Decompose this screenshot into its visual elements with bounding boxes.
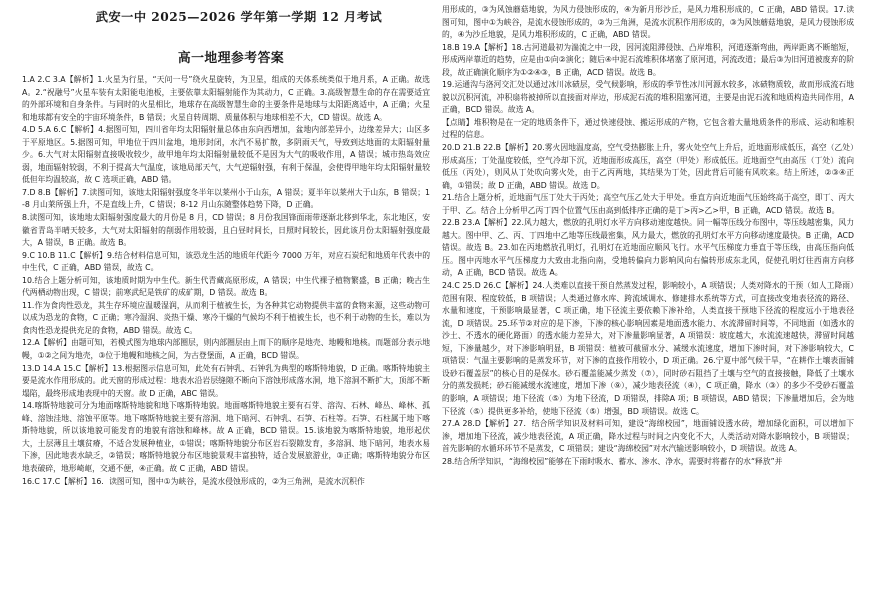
answer-paragraph: 13.D 14.A 15.C【解析】13.根据图示信息可知，此处有石钟乳、石钟乳为典型的喀斯特地貌，D 正确。喀斯特地貌主要是流水作用形成的。此天窗的形成过程：地表水沿岩层缝隙不断向下溶蚀形成落水洞，地下溶洞不断扩大，顶部不断塌陷，最终形成地表现中的天窗。故 D 正确，ABC 错误。 — [22, 363, 430, 398]
answer-paragraph: 16.C 17.C【解析】16．读图可知，图中①为峡谷，是流水侵蚀形成的，②为三角洲，是流水沉积作 — [22, 476, 365, 486]
right-column — [442, 4, 854, 614]
answer-paragraph: 11.作为食肉性恐龙，其生存环境应温暖湿润，从而利于植被生长，为各种其它动物提供丰富的食物来源，这些动物可以成为恐龙的食物，C 正确；寒冷湿润、炎热干燥、寒冷干燥的气候均不利于植被生长，也不利于动物的生长，难以为食肉性恐龙提供充足的食物，ABD 错误。故选 C。 — [22, 300, 430, 335]
answer-paragraph: 20.D 21.B 22.B【解析】20.雾火因地温度高，空气受热膨胀上升，雾火处空气上升后，近地面形成低压，高空（乙处）形成高压；丁处温度较低，空气冷却下沉，近地面形成高压，高空（甲处）形成低压。近地面空气由高压（丁处）流向低压（丙处），则风从丁处吹向雾火处，由于乙丙两地，其结果为丁处，因此背后可能有风吹来。结上所述，②③④正确，①错误；故 D 正确，ABD 错误。故选 D。 — [442, 143, 854, 190]
answer-paragraph: 4.D 5.A 6.C【解析】4.据图可知，四川省年均太阳辐射量总体由东向西增加，盆地内部差异小，边缘差异大；山区多于平原地区。5.据图可知，甲地位于四川盆地，地形封闭，水汽不易扩散，多阴雨天气，导致到达地面的太阳辐射量少。6.大气对太阳辐射直接吸收较少，故甲地年均太阳辐射量较低不是因为大气的吸收作用，A 错误；城市热岛效应弱，地面辐射较弱，不利于提高大气温度，该地局部天气，大气逆辐射强，有利于保温，会使得甲地年均太阳辐射量较低但年均温较高，故 C 选项正确，ABD 错。 — [22, 125, 430, 185]
answer-paragraph: 7.D 8.B【解析】7.读图可知，该地太阳辐射强度冬半年以莱州小于山东，A 错误；夏半年以莱州大于山东，B 错误；1-8 月山莱所强上升，不是直线上升，C 错误；8-12 月山东随整体趋势下降，D 正确。 — [22, 187, 430, 210]
answer-paragraph: 10.结合上题分析可知，该地质时期为中生代。新生代青藏高原形成，A 错误；中生代裸子植物繁盛，B 正确；晚古生代两栖动物出现，C 错误；前寒武纪是铁矿的成矿期，D 错误。故选 B。 — [22, 275, 430, 298]
answer-key-subtitle: 高一地理参考答案 — [177, 51, 285, 66]
answer-paragraph: 18.B 19.A【解析】18.古河道最初为湍流之中一段，因河流阻滞侵蚀、凸岸堆积，河道逐渐弯曲，两岸距离不断缩短，形成两岸靠近的趋势，应是由①向②演化；随后④中泥石流堆积体堵塞了原河道，河流改道；最后③为旧河道被废弃的阶段，故正确演化顺序为①②④③，B 正确，ACD 错误。故选 B。 — [442, 42, 854, 77]
answer-paragraph: 用形成的，③为风蚀蘑菇地貌，为风力侵蚀形成的，④为新月形沙丘，是风力堆积形成的，C 正确，ABD 错误。17.读图可知，图中①为峡谷，是流水侵蚀形成的，②为三角洲，是流水沉积作用形成的，③为风蚀蘑菇地貌，是风力侵蚀形成的，④为沙丘地貌，是风力堆积形成的，C 正确，ABD 错误。 — [442, 5, 854, 40]
answer-paragraph: 9.C 10.B 11.C【解析】9.结合材料信息可知，该恐龙生活的地质年代距今 7000 万年，对应石炭纪和地质年代表中的中生代，C 正确，ABD 错误，故选 C。 — [22, 250, 430, 273]
left-column — [22, 0, 430, 614]
answer-paragraph: 1.A 2.C 3.A【解析】1.火星为行星，“天问一号”绕火星旋转，为卫星，组成的天体系统类似于地月系，A 正确。故选 A。2.“祝融号”火星车装有太阳能电池板，主要依靠太阳辐射能作为其动力，C 正确。3.高级智慧生命的存在需要适宜的外部环境和自身条件。与同时的火星相比，地球存在高级智慧生命的主要条件是地球与太阳距离适中，A 正确；火星和地球都有安全的宇宙环境条件，B 错误；火星自转周期、质量体积与地球相差不大，CD 错误。故选 A。 — [22, 75, 430, 122]
exam-title: 武安一中 2025—2026 学年第一学期 12 月考试 — [95, 10, 383, 24]
tip-paragraph: 【点睛】堆积物是在一定的地质条件下，通过快速侵蚀、搬运形成的产物，它包含着大量地质条件的形成、运动和堆积过程的信息。 — [442, 117, 854, 140]
answer-paragraph: 14.喀斯特地貌可分为地面喀斯特地貌和地下喀斯特地貌。地面喀斯特地貌主要有石芽、溶沟、石林、峰丛、峰林、孤峰、溶蚀洼地、溶蚀平原等。地下喀斯特地貌主要有溶洞、地下暗河、石钟乳、石笋、石柱等。石笋、石柱属于地下喀斯特地貌，所以该地貌可能发育的地貌有溶蚀和峰林。故 A 正确，BCD 错误。15.该地貌为喀斯特地貌，地形起伏大，土层薄且土壤贫瘠，不适合发展种植业，①错误；喀斯特地貌分布区岩石裂隙发育，多溶洞、地下暗河，地表水易下渗，因此地表水缺乏，②错误；喀斯特地貌分布区地貌景观丰富独特，适合发展旅游业，③正确；喀斯特地貌分布区地表破碎，地形崎岖，交通不便，④正确。故 C 正确，ABD 错误。 — [22, 401, 430, 473]
answer-paragraph: 28.结合所学知识，“海绵校园”能够在下雨时吸水、蓄水、渗水、净水，需要时将蓄存的水“释放”并 — [442, 456, 783, 466]
answer-paragraph: 21.结合上题分析，近地面气压丁处大于丙处；高空气压乙处大于甲处。垂直方向近地面气压始终高于高空，即丁、丙大于甲、乙。结合上分析甲乙丙丁四个位置气压由高到低排序正确的是丁>丙>乙>甲，B 正确，ACD 错误。故选 B。 — [442, 193, 854, 215]
answer-paragraph: 8.读图可知，该地地太阳辐射强度最大的月份是 8 月，CD 错误；8 月份我国锋面雨带逐渐北移到华北，东北地区，安徽省青岛半晴天较多，大气对太阳辐射的削弱作用较弱，且白昼时间长，日照时间较长，因此该月份太阳辐射强度最大，A 错误，B 正确。故选 B。 — [22, 213, 430, 248]
answer-paragraph: 22.B 23.A【解析】22.风力越大，燃放的孔明灯水平方向移动速度越快。同一幅等压线分布图中，等压线越密集，风力越大。图中甲、乙、丙、丁四地中乙地等压线最密集，风力最大，燃放的孔明灯水平方向移动速度最快。B 正确，ACD 错误。故选 B。23.如在丙地燃放孔明灯，孔明灯在近地面应顺风飞行。水平气压梯度力垂直于等压线，由高压指向低压。图中丙地水平气压梯度力大致由北指向南，受地转偏向力影响风向右偏转形成东北风，促使孔明灯往西南方向移动，A 正确，BCD 错误。故选 A。 — [442, 218, 854, 278]
answer-paragraph: 27.A 28.D【解析】27．结合所学知识及材料可知，建设“海绵校园”，地面铺设透水砖，增加绿化面积，可以增加下渗，增加地下径流，减少地表径流，A 项正确，降水过程与时间之内变化不大，人类活动对降水影响较小，B 项错误；首先影响的水循环环节不是蒸发，C 项错误；建设“海绵校园”对水汽输送影响较小，D 项错误。故选 A。 — [442, 419, 854, 454]
answer-paragraph: 24.C 25.D 26.C【解析】24.人类难以直接干预自然蒸发过程，影响较小，A 项错误；人类对降水的干预（如人工降雨）范围有限、程度较低，B 项错误；人类通过修水库、跨流域调水、修建排水系统等方式，可直接改变地表径流的路径、水量和速度，干预影响最显著，C 项正确，地下径流主要依赖下渗补给，人类直接干预地下径流的程度远小于地表径流，D 项错误。25.环节②对应的是下渗，下渗的核心影响因素是地面透水能力、水流滞留时间等，不同地面（如透水的沙土、不透水的硬化路面）的透水能力差异大，对下渗量影响显著，A 项错误：坡度越大，水流流速越快，滞留时间越短，下渗量越少，对下渗影响明显，B 项错误：植被可截留水分、减缓水流速度，增加下渗时间，对下渗影响较大，C 项错误：气温主要影响的是蒸发环节，对下渗的直接作用较小，D 项正确。26.宁夏中部气候干旱，“在耕作土壤表面铺设砂石覆盖层”的核心目的是保水。砂石覆盖能减少蒸发（⑦），同时砂石阻挡了土壤与空气的直接接触，降低了土壤水分的蒸发损耗；砂石能减缓水流速度，增加下渗（⑨），减少地表径流（④），C 项正确，降水（③）的多少不受砂石覆盖的影响，A 项错误；地下径流（⑤）为地下径流，D 项错误，排除A 项；B 项错误，ABD 错误；下渗量增加后，会为地下径流（⑤）提供更多补给，使地下径流（⑤）增强，BD 项错误。故选 C。 — [442, 281, 854, 416]
answer-paragraph: 19.运通沟与洛河交汇处以通过冰川冰碛层，受气候影响，形成的季节性冰川河源水较多，冰碛物质较，故而形成流石地貌以沉积河流，冲积扇将被掉所以直接面对岸边，形成泥石流的堆积阻塞河道，主要是由泥石流和地质构造共同作用，A 正确，BCD 错误。故选 A。 — [442, 80, 854, 115]
answer-paragraph: 12.A【解析】由题可知，若模式图为地球内部圈层，则内部圈层由上而下的顺序是地壳、地幔和地核。而题部分表示地幔，①②之间为地壳，③位于地幔和地核之间，为古登堡面，A 正确，BCD 错误。 — [22, 338, 430, 361]
